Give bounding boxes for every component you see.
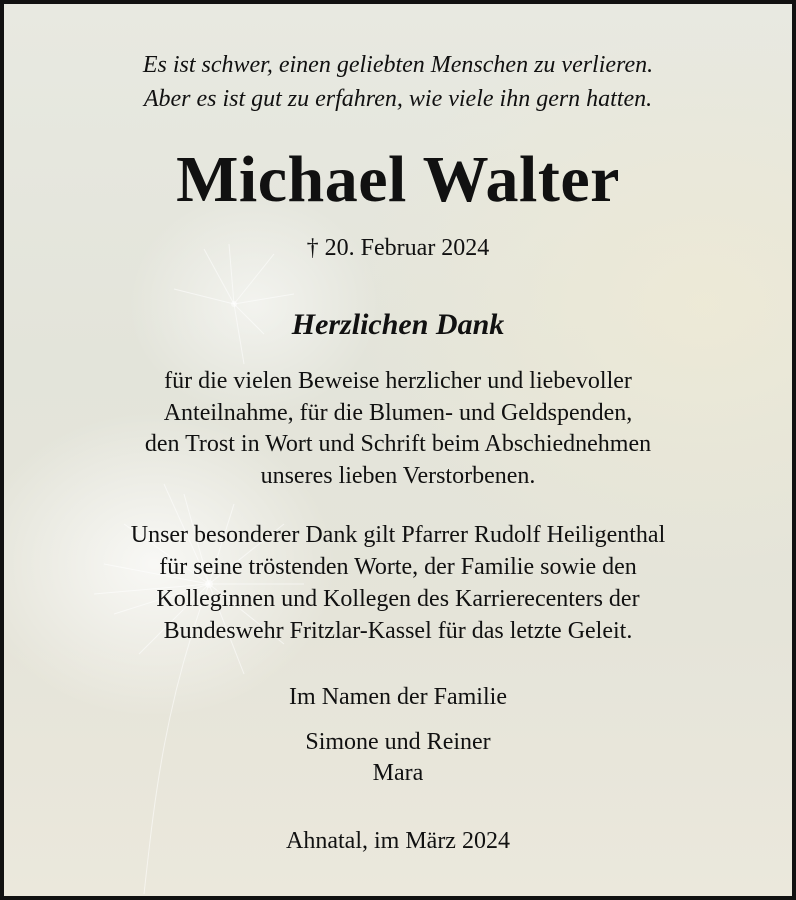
signature-name-1: Simone und Reiner [305, 729, 491, 755]
thanks-paragraph-1-line-3: den Trost in Wort und Schrift beim Abschiednehmen [144, 431, 652, 457]
motto-line-1: Es ist schwer, einen geliebten Menschen zu verlieren. [142, 52, 654, 78]
motto-line-2: Aber es ist gut zu erfahren, wie viele ihn gern hatten. [143, 86, 653, 112]
thanks-paragraph-2-line-2: für seine tröstenden Worte, der Familie sowie den [159, 554, 637, 580]
signature-intro: Im Namen der Familie [289, 684, 507, 710]
deceased-name: Michael Walter [176, 143, 620, 216]
thanks-paragraph-2-line-1: Unser besonderer Dank gilt Pfarrer Rudolf Heiligenthal [130, 522, 666, 548]
thanks-paragraph-2-line-3: Kolleginnen und Kollegen des Karrierecenters der [156, 586, 640, 612]
thanks-paragraph-1-line-4: unseres lieben Verstorbenen. [260, 463, 536, 489]
thanks-paragraph-1-line-1: für die vielen Beweise herzlicher und liebevoller [164, 368, 632, 394]
death-date: † 20. Februar 2024 [306, 235, 490, 261]
thanks-paragraph-1-line-2: Anteilnahme, für die Blumen- und Geldspenden, [163, 400, 633, 426]
place-and-date: Ahnatal, im März 2024 [286, 828, 510, 854]
thanks-paragraph-2-line-4: Bundeswehr Fritzlar-Kassel für das letzte Geleit. [163, 618, 633, 644]
obituary-content [4, 4, 792, 896]
signature-name-2: Mara [372, 760, 424, 786]
thanks-heading: Herzlichen Dank [291, 308, 505, 341]
